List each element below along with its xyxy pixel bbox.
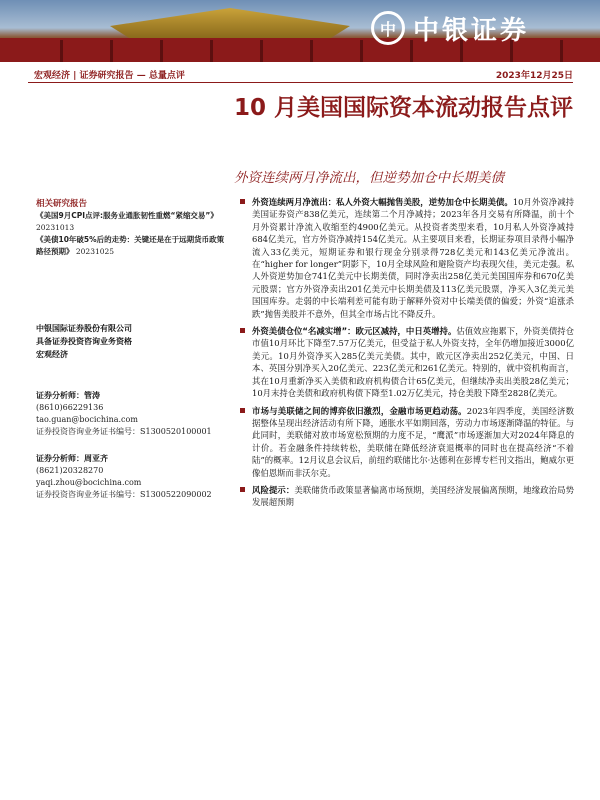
analyst-email[interactable]: tao.guan@bocichina.com xyxy=(36,415,138,424)
bullet-icon xyxy=(240,328,245,333)
related-item[interactable] xyxy=(36,210,226,234)
analyst-phone: (8621)20328270 xyxy=(36,466,104,475)
paragraph-lead: 风险提示： xyxy=(252,484,295,495)
company-info xyxy=(36,322,226,361)
summary-paragraph xyxy=(238,405,574,479)
paragraph-text: 2023年四季度，美国经济数据整体呈现出经济活动有所下降，通胀水平如期回落，劳动力市场逐渐降温的特征。与此同时，美联储对放市场宽松预期的力度不足，“鹰派”市场逐渐加大对2024年降息的计价。若金融条件持续转松，美联储在降低经济衰退概率的同时也在提高经济“不着陆”的概率。12月议息会议后，前纽约联储比尔·达德利在彭博专栏刊文指出，鲍威尔更像伯恩斯而非沃尔克。 xyxy=(252,405,574,478)
paragraph-lead: 外资连续两月净流出：私人外资大幅抛售美股，逆势加仓中长期美债。 xyxy=(252,197,513,207)
summary-paragraph xyxy=(238,325,574,399)
related-reports xyxy=(36,198,226,258)
report-category: 宏观经济 | 证券研究报告 — 总量点评 xyxy=(34,71,185,81)
related-item-date: 20231013 xyxy=(36,223,75,232)
related-item[interactable] xyxy=(36,234,226,258)
analyst-card xyxy=(36,453,226,501)
bullet-icon xyxy=(240,199,245,204)
paragraph-text: 10月外资净减持美国证券资产838亿美元，连续第二个月净减持；2023年各月交易有所降温，前十个月外资累计净流入收缩至约4900亿美元。从投资者类型来看，10月私人外资净减持684亿美元，官方外资净减持154亿美元。从主要项目来看，长期证券项目录得小幅净流入33亿美元，短期证券和银行现金分别录得728亿美元和143亿美元净流出。在“higher for longer”阴影下，10月全球风险和避险资产均表现欠佳，美元走强。私人外资逆势加仓741亿美元中长期美债，同时净卖出258亿美元美国国库券和670亿美元股票；官方外资净卖出201亿美元中长期美债及113亿美元股票，净买入3亿美元美国国库券。走弱的中长端利差可能有助于解释外资对中长端美债的偏爱；外资“追涨杀跌”抛售美股并不意外，但其全市场占比不降反升。 xyxy=(252,197,574,319)
palace-roof-image xyxy=(110,8,350,38)
risk-paragraph xyxy=(238,484,574,509)
bullet-icon xyxy=(240,487,245,492)
paragraph-text: 估值效应拖累下，外资美债持仓市值10月环比下降至7.57万亿美元，但受益于私人外资支持，全年仍增加接近3000亿美元。10月外资净买入285亿美元美债。其中，欧元区净卖出252亿美元，中国、日本、英国分别净买入20亿美元、223亿美元和261亿美元。特别的，就中资机构而言，其在10月重新净买入美债和政府机构债合计65亿美元，但继续净卖出美股28亿美元；10月末持仓美债和政府机构债下降至1.02万亿美元，持仓美股下降至2828亿美元。 xyxy=(252,326,575,399)
boc-logo-text: 中银证券 xyxy=(413,15,530,46)
analyst-phone: (8610)66229136 xyxy=(36,403,104,412)
company-qualification: 具备证券投资咨询业务资格 xyxy=(36,337,132,346)
paragraph-text: 美联储货币政策显著偏离市场预期，美国经济发展偏离预期，地缘政治局势发展超预期 xyxy=(252,484,575,508)
analyst-cert: 证券投资咨询业务证书编号：S1300522090002 xyxy=(36,490,212,499)
related-heading: 相关研究报告 xyxy=(36,199,88,209)
paragraph-lead: 外资美债仓位“名减实增”：欧元区减持，中日英增持。 xyxy=(252,326,457,337)
report-subtitle: 外资连续两月净流出，但逆势加仓中长期美债 xyxy=(234,170,504,186)
related-item-date: 20231025 xyxy=(75,247,115,256)
analyst-name: 证券分析师：管涛 xyxy=(36,391,100,400)
bullet-icon xyxy=(240,408,245,413)
company-name: 中银国际证券股份有限公司 xyxy=(36,324,132,333)
company-sector: 宏观经济 xyxy=(36,350,68,359)
analyst-cert: 证券投资咨询业务证书编号：S1300520100001 xyxy=(36,427,212,436)
summary-paragraph xyxy=(238,196,574,320)
report-date: 2023年12月25日 xyxy=(495,71,573,81)
related-item-title: 《美债10年破5%后的走势：关键还是在于远期货币政策路径预期》 xyxy=(36,235,225,256)
analyst-name: 证券分析师：周亚齐 xyxy=(36,454,108,463)
header-banner xyxy=(0,0,600,62)
paragraph-lead: 市场与美联储之间的博弈依旧激烈，金融市场更趋动荡。 xyxy=(252,405,467,416)
boc-logo xyxy=(371,6,586,50)
report-meta-bar xyxy=(28,66,573,82)
header-divider xyxy=(28,82,573,83)
analyst-email[interactable]: yaqi.zhou@bocichina.com xyxy=(36,478,142,487)
analyst-card xyxy=(36,390,226,438)
boc-logo-icon: 中 xyxy=(371,11,405,45)
report-title: 10 月美国国际资本流动报告点评 xyxy=(234,95,574,121)
related-item-title: 《美国9月CPI点评:服务业通胀韧性重燃“紧缩交易”》 xyxy=(36,211,218,220)
report-body xyxy=(238,196,574,514)
